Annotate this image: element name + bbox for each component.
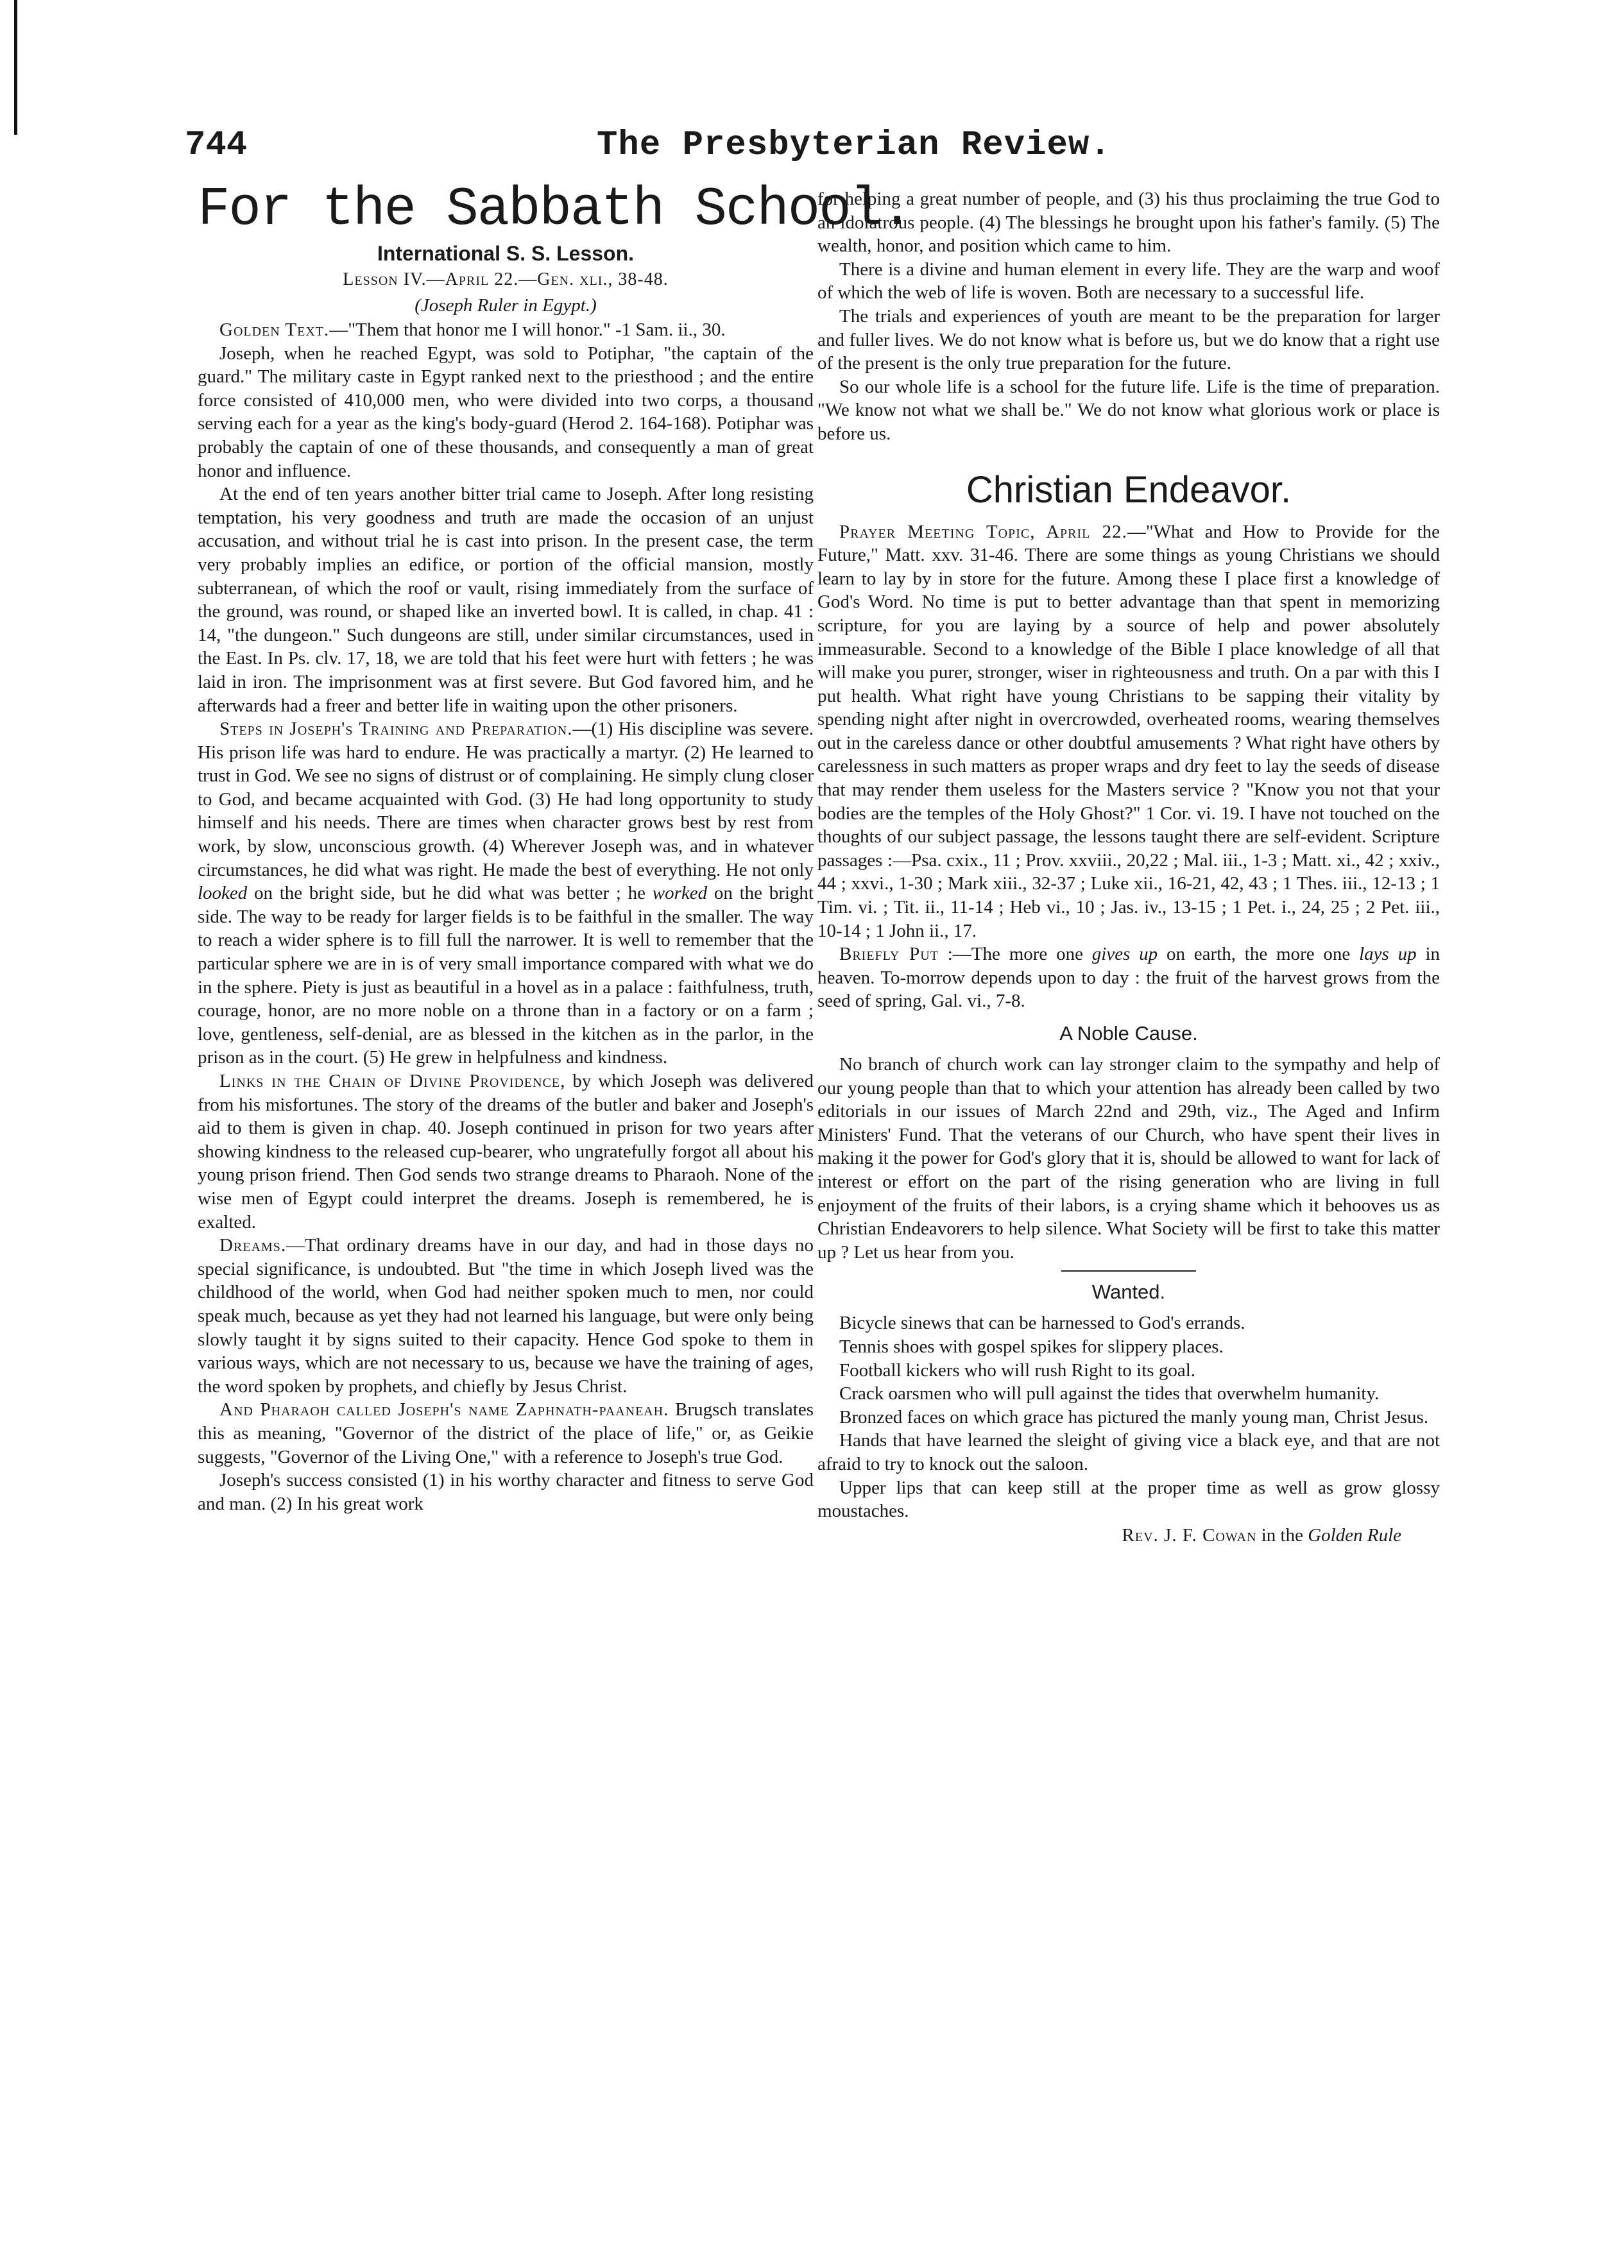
paragraph-text: —That ordinary dreams have in our day, and had in those days no special significance, is undoubted. But "the time in which Joseph lived was the childhood of the world, when God had neither spoken much to men, nor could speak much, because as yet they had not learned his language, but were only being slowly taught it by signs suited to their capacity. Hence God spoke to them in various ways, which are not necessary to us, because we have the training of ages, the word spoken by prophets, and chiefly by Jesus Christ. — [198, 1235, 814, 1397]
paragraph: for helping a great number of people, and (3) his thus proclaiming the true God to an idolatrous people. (4) The blessings he brought upon his father's family. (5) The wealth, honor, and position which came to him. — [817, 189, 1440, 257]
paragraph-label: Briefly Put — [839, 944, 939, 965]
paragraph-text: by which Joseph was delivered from his misfortunes. The story of the dreams of the butler and baker and Joseph's aid to them is given in chap. 40. Joseph continued in prison for two years after showing kindness to the released cup-bearer, who ungratefully forgot all about his young prison friend. Then God sends two strange dreams to Pharaoh. None of the wise men of Egypt could interpret the dreams. Joseph is remembered, he is exalted. — [198, 1071, 814, 1232]
lesson-heading: International S. S. Lesson. — [377, 242, 635, 265]
paragraph — [817, 942, 1440, 1013]
wanted-line: Hands that have learned the sleight of giving vice a black eye, and that are not afraid to try to knock out the saloon. — [817, 1430, 1440, 1474]
paragraph-text: on earth, the more one — [1158, 944, 1360, 965]
page-edge-mark — [14, 0, 17, 135]
golden-text-body: —"Them that honor me I will honor." -1 Sam. ii., 30. — [329, 320, 726, 340]
paragraph — [198, 717, 814, 1070]
section-divider — [1061, 1270, 1196, 1272]
paragraph-label: Steps in Joseph's Training and Preparation. — [219, 719, 573, 740]
golden-text-label: Golden Text. — [219, 320, 330, 340]
emphasis: gives up — [1091, 944, 1158, 965]
paragraph-text: on the bright side, but he did what was better ; he — [247, 883, 653, 904]
christian-endeavor-heading: Christian Endeavor. — [966, 468, 1292, 511]
paragraph-text: —"What and How to Provide for the Future," Matt. xxv. 31-46. There are some things as young Christians we should learn to lay by in store for the future. Among these I place first a knowledge of God's Word. No time is put to better advantage than that spent in memorizing scripture, for you are laying by a source of help and power absolutely immeasurable. Second to a knowledge of the Bible I place knowledge of all that will make you purer, stronger, wiser in righteousness and truth. On a par with this I put health. What right have young Christians to be sapping their vitality by spending night after night in overcrowded, overheated rooms, wearing themselves out in the careless dance or other doubtful amusements ? What right have others by carelessness in such matters as proper wraps and dry feet to lay the seeds of disease that may render them useless for the Masters service ? "Know you not that your bodies are the temples of the Holy Ghost?" 1 Cor. vi. 19. I have not touched on the thoughts of our subject passage, the lessons taught there are self-evident. Scripture passages :—Psa. cxix., 11 ; Prov. xxviii., 20,22 ; Mal. iii., 1-3 ; Matt. xi., 42 ; xxiv., 44 ; xxvi., 1-30 ; Mark xiii., 32-37 ; Luke xii., 16-21, 42, 43 ; 1 Thes. iii., 12-13 ; 1 Tim. vi. ; Tit. ii., 11-14 ; Heb vi., 10 ; Jas. iv., 13-15 ; 1 Pet. i., 24, 25 ; 2 Pet. iii., 10-14 ; 1 John ii., 17. — [817, 521, 1440, 941]
signature-connector: in the — [1256, 1524, 1308, 1546]
paragraph-label: And Pharaoh called Joseph's name Zaphnath-paaneah. — [219, 1399, 669, 1420]
wanted-line: Bronzed faces on which grace has pictured the manly young man, Christ Jesus. — [839, 1406, 1429, 1428]
wanted-line: Football kickers who will rush Right to its goal. — [839, 1360, 1196, 1381]
wanted-line: Crack oarsmen who will pull against the tides that overwhelm humanity. — [839, 1383, 1380, 1404]
paragraph-label: Prayer Meeting Topic, April 22. — [839, 521, 1127, 542]
right-column — [817, 187, 1440, 1548]
signature-source: Golden Rule — [1308, 1524, 1401, 1546]
emphasis: worked — [652, 883, 708, 904]
signature — [817, 1523, 1440, 1548]
lesson-subtitle: (Joseph Ruler in Egypt.) — [415, 295, 597, 316]
paragraph — [198, 1234, 814, 1398]
paragraph: No branch of church work can lay stronger claim to the sympathy and help of our young people than that to which your attention has already been called by two editorials in our issues of March 22nd and 29th, viz., The Aged and Infirm Ministers' Fund. That the veterans of our Church, who have spent their lives in making it the power for God's glory that it is, should be allowed to want for lack of interest or effort on the part of the rising generation who are living in full enjoyment of the fruits of their labors, is a crying shame which it behooves us as Christian Endeavorers to help silence. What Society will be first to take this matter up ? Let us hear from you. — [817, 1054, 1440, 1263]
paragraph — [817, 520, 1440, 943]
paragraph: The trials and experiences of youth are meant to be the preparation for larger and fuller lives. We do not know what is before us, but we do know that a right use of the present is the only true preparation for the future. — [817, 305, 1440, 374]
paragraph-text: :—The more one — [938, 944, 1092, 965]
signature-name: Rev. J. F. Cowan — [1122, 1524, 1257, 1546]
paragraph-label: Dreams. — [219, 1235, 287, 1256]
paragraph: Joseph's success consisted (1) in his worthy character and fitness to serve God and man. (2) In his great work — [198, 1470, 814, 1514]
paragraph: So our whole life is a school for the future life. Life is the time of preparation. "We know not what we shall be." We do not know what glorious work or place is before us. — [817, 376, 1440, 444]
wanted-line: Upper lips that can keep still at the proper time as well as grow glossy moustaches. — [817, 1477, 1440, 1522]
running-head: The Presbyterian Review. — [597, 126, 1111, 165]
wanted-title: Wanted. — [1091, 1281, 1166, 1304]
paragraph-text: on the bright side. The way to be ready for larger fields is to be faithful in the smaller. The way to reach a wider sphere is to fill full the narrower. It is well to remember that the particular sphere we are in is of very small importance compared with what we do in the sphere. Piety is just as beautiful in a hovel as in a palace : faithfulness, truth, courage, honor, are no more noble on a throne than in a factory or on a farm ; love, gentleness, self-denial, are as blessed in the kitchen as in the parlor, in the prison as in the court. (5) He grew in helpfulness and kindness. — [198, 883, 814, 1068]
noble-cause-title: A Noble Cause. — [1059, 1022, 1198, 1044]
wanted-line: Bicycle sinews that can be harnessed to God's errands. — [839, 1313, 1245, 1334]
paragraph: There is a divine and human element in every life. They are the warp and woof of which the web of life is woven. Both are necessary to a successful life. — [817, 259, 1440, 303]
paragraph-label: Links in the Chain of Divine Providence, — [219, 1071, 566, 1091]
paragraph — [198, 1070, 814, 1234]
golden-text — [198, 318, 814, 342]
emphasis: looked — [198, 883, 248, 904]
emphasis: lays up — [1359, 944, 1417, 965]
paragraph-text: —(1) His discipline was severe. His prison life was hard to endure. He was practically a martyr. (2) He learned to trust in God. We see no signs of distrust or of complaining. He simply clung closer to God, and became acquainted with God. (3) He had long opportunity to study himself and his needs. There are times when character grows best by rest from work, by slow, unconscious growth. (4) Wherever Joseph was, and in whatever circumstances, he did what was right. He made the best of everything. He not only — [198, 719, 814, 880]
page-number: 744 — [185, 126, 248, 165]
paragraph: At the end of ten years another bitter trial came to Joseph. After long resisting temptation, his very goodness and truth are made the occasion of an unjust accusation, and without trial he is cast into prison. In the present case, the term very probably implies an edifice, or portion of the official mansion, mostly subterranean, of which the roof or vault, rising immediately from the surface of the ground, was round, or shaped like an inverted bowl. It is called, in chap. 41 : 14, "the dungeon." Such dungeons are still, under similar circumstances, used in the East. In Ps. clv. 17, 18, we are told that his feet were hurt with fetters ; he was laid in iron. The imprisonment was at first severe. But God favored him, and he afterwards had a freer and better life in waiting upon the other prisoners. — [198, 484, 814, 716]
wanted-line: Tennis shoes with gospel spikes for slippery places. — [839, 1336, 1224, 1357]
paragraph-text: Brugsch translates this as meaning, "Governor of the district of the place of life," or, as Geikie suggests, "Governor of the Living One," with a reference to Joseph's true God. — [198, 1399, 814, 1467]
lesson-reference: Lesson IV.—April 22.—Gen. xli., 38-48. — [343, 269, 669, 289]
paragraph-text: in heaven. To-morrow depends upon to day : the fruit of the harvest grows from the seed of spring, Gal. vi., 7-8. — [817, 944, 1440, 1012]
paragraph — [198, 1398, 814, 1469]
section-heading: For the Sabbath School. — [198, 180, 912, 241]
paragraph: Joseph, when he reached Egypt, was sold to Potiphar, "the captain of the guard." The military caste in Egypt ranked next to the priesthood ; and the entire force consisted of 410,000 men, who were divided into two corps, a thousand serving each for a year as the king's body-guard (Herod 2. 164-168). Potiphar was probably the captain of one of these thousands, and consequently a man of great honor and influence. — [198, 343, 814, 481]
